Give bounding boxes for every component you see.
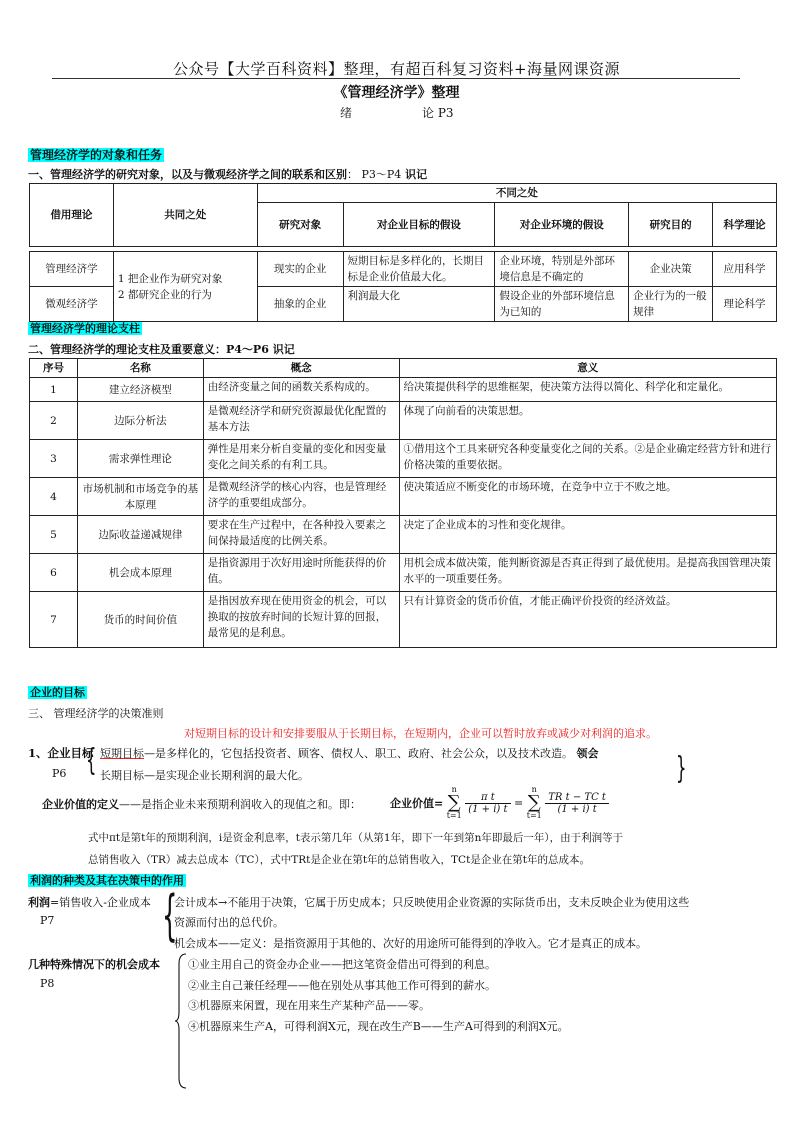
th-diff: 不同之处 [257, 184, 776, 203]
cell-meaning: 只有计算资金的货币价值，才能正确评价投资的经济效益。 [399, 592, 776, 648]
sec1-sub-tag: 识记 [405, 168, 428, 181]
opp-cost: 机会成本——定义：是指资源用于其他的、次好的用途所可能得到的净收入。它才是真正的成本。 [174, 937, 647, 950]
fraction-profit [465, 792, 510, 815]
cell: 利润最大化 [343, 287, 495, 322]
cell-no: 4 [30, 478, 78, 516]
comparison-table [29, 183, 777, 322]
case-item: ④机器原来生产A，可得利润X元，现在改生产B——生产A可得到的利润X元。 [188, 1020, 569, 1033]
special-page-ref: P8 [40, 977, 55, 990]
common-item: 2 都研究企业的行为 [117, 288, 212, 301]
table-row [30, 252, 777, 287]
cell-meaning: 用机会成本做决策，能判断资源是否真正得到了最优使用。是提高我国管理决策水平的一项重要任务。 [399, 554, 776, 592]
profit-eq: =销售收入-企业成本 [50, 896, 151, 909]
common-cell [113, 252, 257, 322]
th-meaning: 意义 [399, 359, 776, 378]
cell-concept: 是微观经济学的核心内容，也是管理经济学的重要组成部分。 [203, 478, 399, 516]
acct-cost-1: 会计成本→不能用于决策，它属于历史成本；只反映使用企业资源的实际货币出，支未反映企业为使用这些 [174, 896, 690, 909]
header-rule [52, 78, 740, 79]
cell-no: 1 [30, 378, 78, 402]
cell-meaning: 决定了企业成本的习性和变化规律。 [399, 516, 776, 554]
th-name: 名称 [77, 359, 203, 378]
cell-name: 边际收益递减规律 [77, 516, 203, 554]
cell: 理论科学 [713, 287, 777, 322]
cell: 短期目标是多样化的，长期目标是企业价值最大化。 [343, 252, 495, 287]
formula-explain-2: 总销售收入（TR）减去总成本（TC），式中TRt是企业在第t年的总销售收入，TCt是企业在第t年的总成本。 [88, 854, 591, 866]
case-item: ①业主用自己的资金办企业——把这笔资金借出可得到的利息。 [188, 958, 496, 971]
lead-label: 领会 [576, 747, 599, 760]
th-col: 研究对象 [257, 203, 343, 247]
cell-meaning: 给决策提供科学的思维框架，使决策方法得以简化、科学化和定量化。 [399, 378, 776, 402]
sec2-sub-tag: 识记 [272, 343, 295, 356]
cell-concept: 弹性是用来分析自变量的变化和因变量变化之间关系的有利工具。 [203, 440, 399, 478]
sum-top: n [451, 785, 457, 794]
short-term-label: 短期目标 [100, 747, 144, 760]
frac-denominator: (1 + i) t [557, 803, 597, 815]
special-label: 几种特殊情况下的机会成本 [28, 958, 160, 971]
sum-icon: n ∑ t=1 [526, 785, 542, 820]
cell: 现实的企业 [257, 252, 343, 287]
th-col: 科学理论 [713, 203, 777, 247]
sum-top: n [531, 785, 537, 794]
short-term-text: —是多样化的，它包括投资者、顾客、债权人、职工、政府、社会公众，以及技术改造。 [144, 747, 573, 760]
sum-bottom: t=1 [526, 811, 542, 820]
brace-left-icon: { [162, 884, 178, 947]
brace-right-icon: } [676, 751, 687, 786]
value-def-text: ——是指企业未来预期利润收入的现值之和。即： [119, 798, 361, 811]
cell-concept: 由经济变量之间的函数关系构成的。 [203, 378, 399, 402]
acct-cost-2: 资源而付出的总代价。 [174, 916, 284, 929]
cell-meaning: 使决策适应不断变化的市场环境，在竞争中立于不败之地。 [399, 478, 776, 516]
cell-concept: 是微观经济学和研究资源最优化配置的基本方法 [203, 402, 399, 440]
th-borrow: 借用理论 [30, 184, 114, 247]
frac-numerator: π t [465, 792, 510, 804]
section-heading-objects: 管理经济学的对象和任务 [30, 148, 163, 162]
table-row [30, 440, 777, 478]
cell-meaning: 体现了向前看的决策思想。 [399, 402, 776, 440]
cell: 假设企业的外部环境信息为已知的 [495, 287, 629, 322]
cell: 应用科学 [713, 252, 777, 287]
red-note: 对短期目标的设计和安排要服从于长期目标，在短期内，企业可以暂时放弃或减少对利润的追求。 [184, 727, 657, 740]
frac-denominator: (1 + i) t [468, 803, 508, 815]
page-title: 《管理经济学》整理 [333, 85, 460, 101]
cell-name: 建立经济模型 [77, 378, 203, 402]
sum-bottom: t=1 [446, 811, 462, 820]
section-heading-profit: 利润的种类及其在决策中的作用 [30, 874, 184, 887]
cell-concept: 是指资源用于次好用途时所能获得的价值。 [203, 554, 399, 592]
profit-eq-line [28, 894, 151, 910]
section1-subheading [28, 166, 427, 182]
cell: 抽象的企业 [257, 287, 343, 322]
brace-large-icon [174, 952, 188, 1090]
th-col: 对企业环境的假设 [495, 203, 629, 247]
cell-no: 6 [30, 554, 78, 592]
goal-label: 1、企业目标 [28, 746, 94, 760]
frac-numerator: TR t − TC t [545, 792, 609, 804]
table-row [30, 478, 777, 516]
value-def-line [42, 796, 361, 812]
cell-no: 3 [30, 440, 78, 478]
section2-subheading [28, 341, 295, 357]
section-heading-pillars: 管理经济学的理论支柱 [30, 322, 140, 335]
th-no: 序号 [30, 359, 78, 378]
table-row [30, 378, 777, 402]
table-row [30, 592, 777, 648]
cell-no: 7 [30, 592, 78, 648]
cell-name: 需求弹性理论 [77, 440, 203, 478]
formula-explain-1: 式中πt是第t年的预期利润，i是资金利息率，t表示第几年（从第1年，即下一年到第n年即最后一年），由于利润等于 [88, 832, 624, 844]
goal-page-ref: P6 [52, 767, 67, 780]
pillars-table [29, 358, 777, 648]
chapter-label-b: 论 P3 [422, 106, 454, 120]
profit-label: 利润 [28, 896, 50, 909]
table-row [30, 554, 777, 592]
cell: 企业环境，特别是外部环境信息是不确定的 [495, 252, 629, 287]
value-def-label: 企业价值的定义 [42, 798, 119, 811]
cell: 企业决策 [629, 252, 713, 287]
cell-name: 货币的时间价值 [77, 592, 203, 648]
table-row [30, 402, 777, 440]
sec2-sub-text: 二、管理经济学的理论支柱及重要意义：P4～P6 [28, 343, 269, 356]
common-item: 1 把企业作为研究对象 [117, 272, 223, 285]
cell: 企业行为的一般规律 [629, 287, 713, 322]
value-eq-label: 企业价值= [390, 797, 444, 810]
table-row [30, 516, 777, 554]
sec3-sub: 三、 管理经济学的决策准则 [28, 707, 164, 720]
th-col: 研究目的 [629, 203, 713, 247]
cell-concept: 是指因放弃现在使用资金的机会，可以换取的按放弃时间的长短计算的回报，最常见的是利息。 [203, 592, 399, 648]
profit-page-ref: P7 [40, 914, 55, 927]
cell-name: 机会成本原理 [77, 554, 203, 592]
long-term-text: 长期目标—是实现企业长期利润的最大化。 [100, 769, 309, 782]
cell-name: 边际分析法 [77, 402, 203, 440]
sec1-sub-text: 一、管理经济学的研究对象，以及与微观经济学之间的联系和区别 [28, 168, 347, 181]
equals-sign: = [514, 796, 524, 810]
chapter-label-a: 绪 [340, 106, 353, 120]
brace-left-icon: { [86, 743, 97, 778]
fraction-revenue [545, 792, 609, 815]
cell-concept: 要求在生产过程中，在各种投入要素之间保持最适度的比例关系。 [203, 516, 399, 554]
short-term-line [100, 745, 599, 761]
value-formula [390, 786, 609, 820]
th-col: 对企业目标的假设 [343, 203, 495, 247]
section-heading-goals: 企业的目标 [30, 686, 85, 699]
case-item: ②业主自己兼任经理——他在别处从事其他工作可得到的薪水。 [188, 979, 496, 992]
case-item: ③机器原来闲置，现在用来生产某种产品——零。 [188, 999, 430, 1012]
cell: 微观经济学 [30, 287, 114, 322]
cell-name: 市场机制和市场竞争的基本原理 [77, 478, 203, 516]
th-common: 共同之处 [113, 184, 257, 247]
sec1-sub-ref: ： P3～P4 [347, 168, 402, 181]
sum-icon: n ∑ t=1 [446, 785, 462, 820]
th-concept: 概念 [203, 359, 399, 378]
cell-meaning: ①借用这个工具来研究各种变量变化之间的关系。②是企业确定经营方针和进行价格决策的重要依据。 [399, 440, 776, 478]
banner-text: 公众号【大学百科资料】整理，有超百科复习资料+海量网课资源 [172, 60, 621, 78]
cell-no: 5 [30, 516, 78, 554]
cell: 管理经济学 [30, 252, 114, 287]
cell-no: 2 [30, 402, 78, 440]
